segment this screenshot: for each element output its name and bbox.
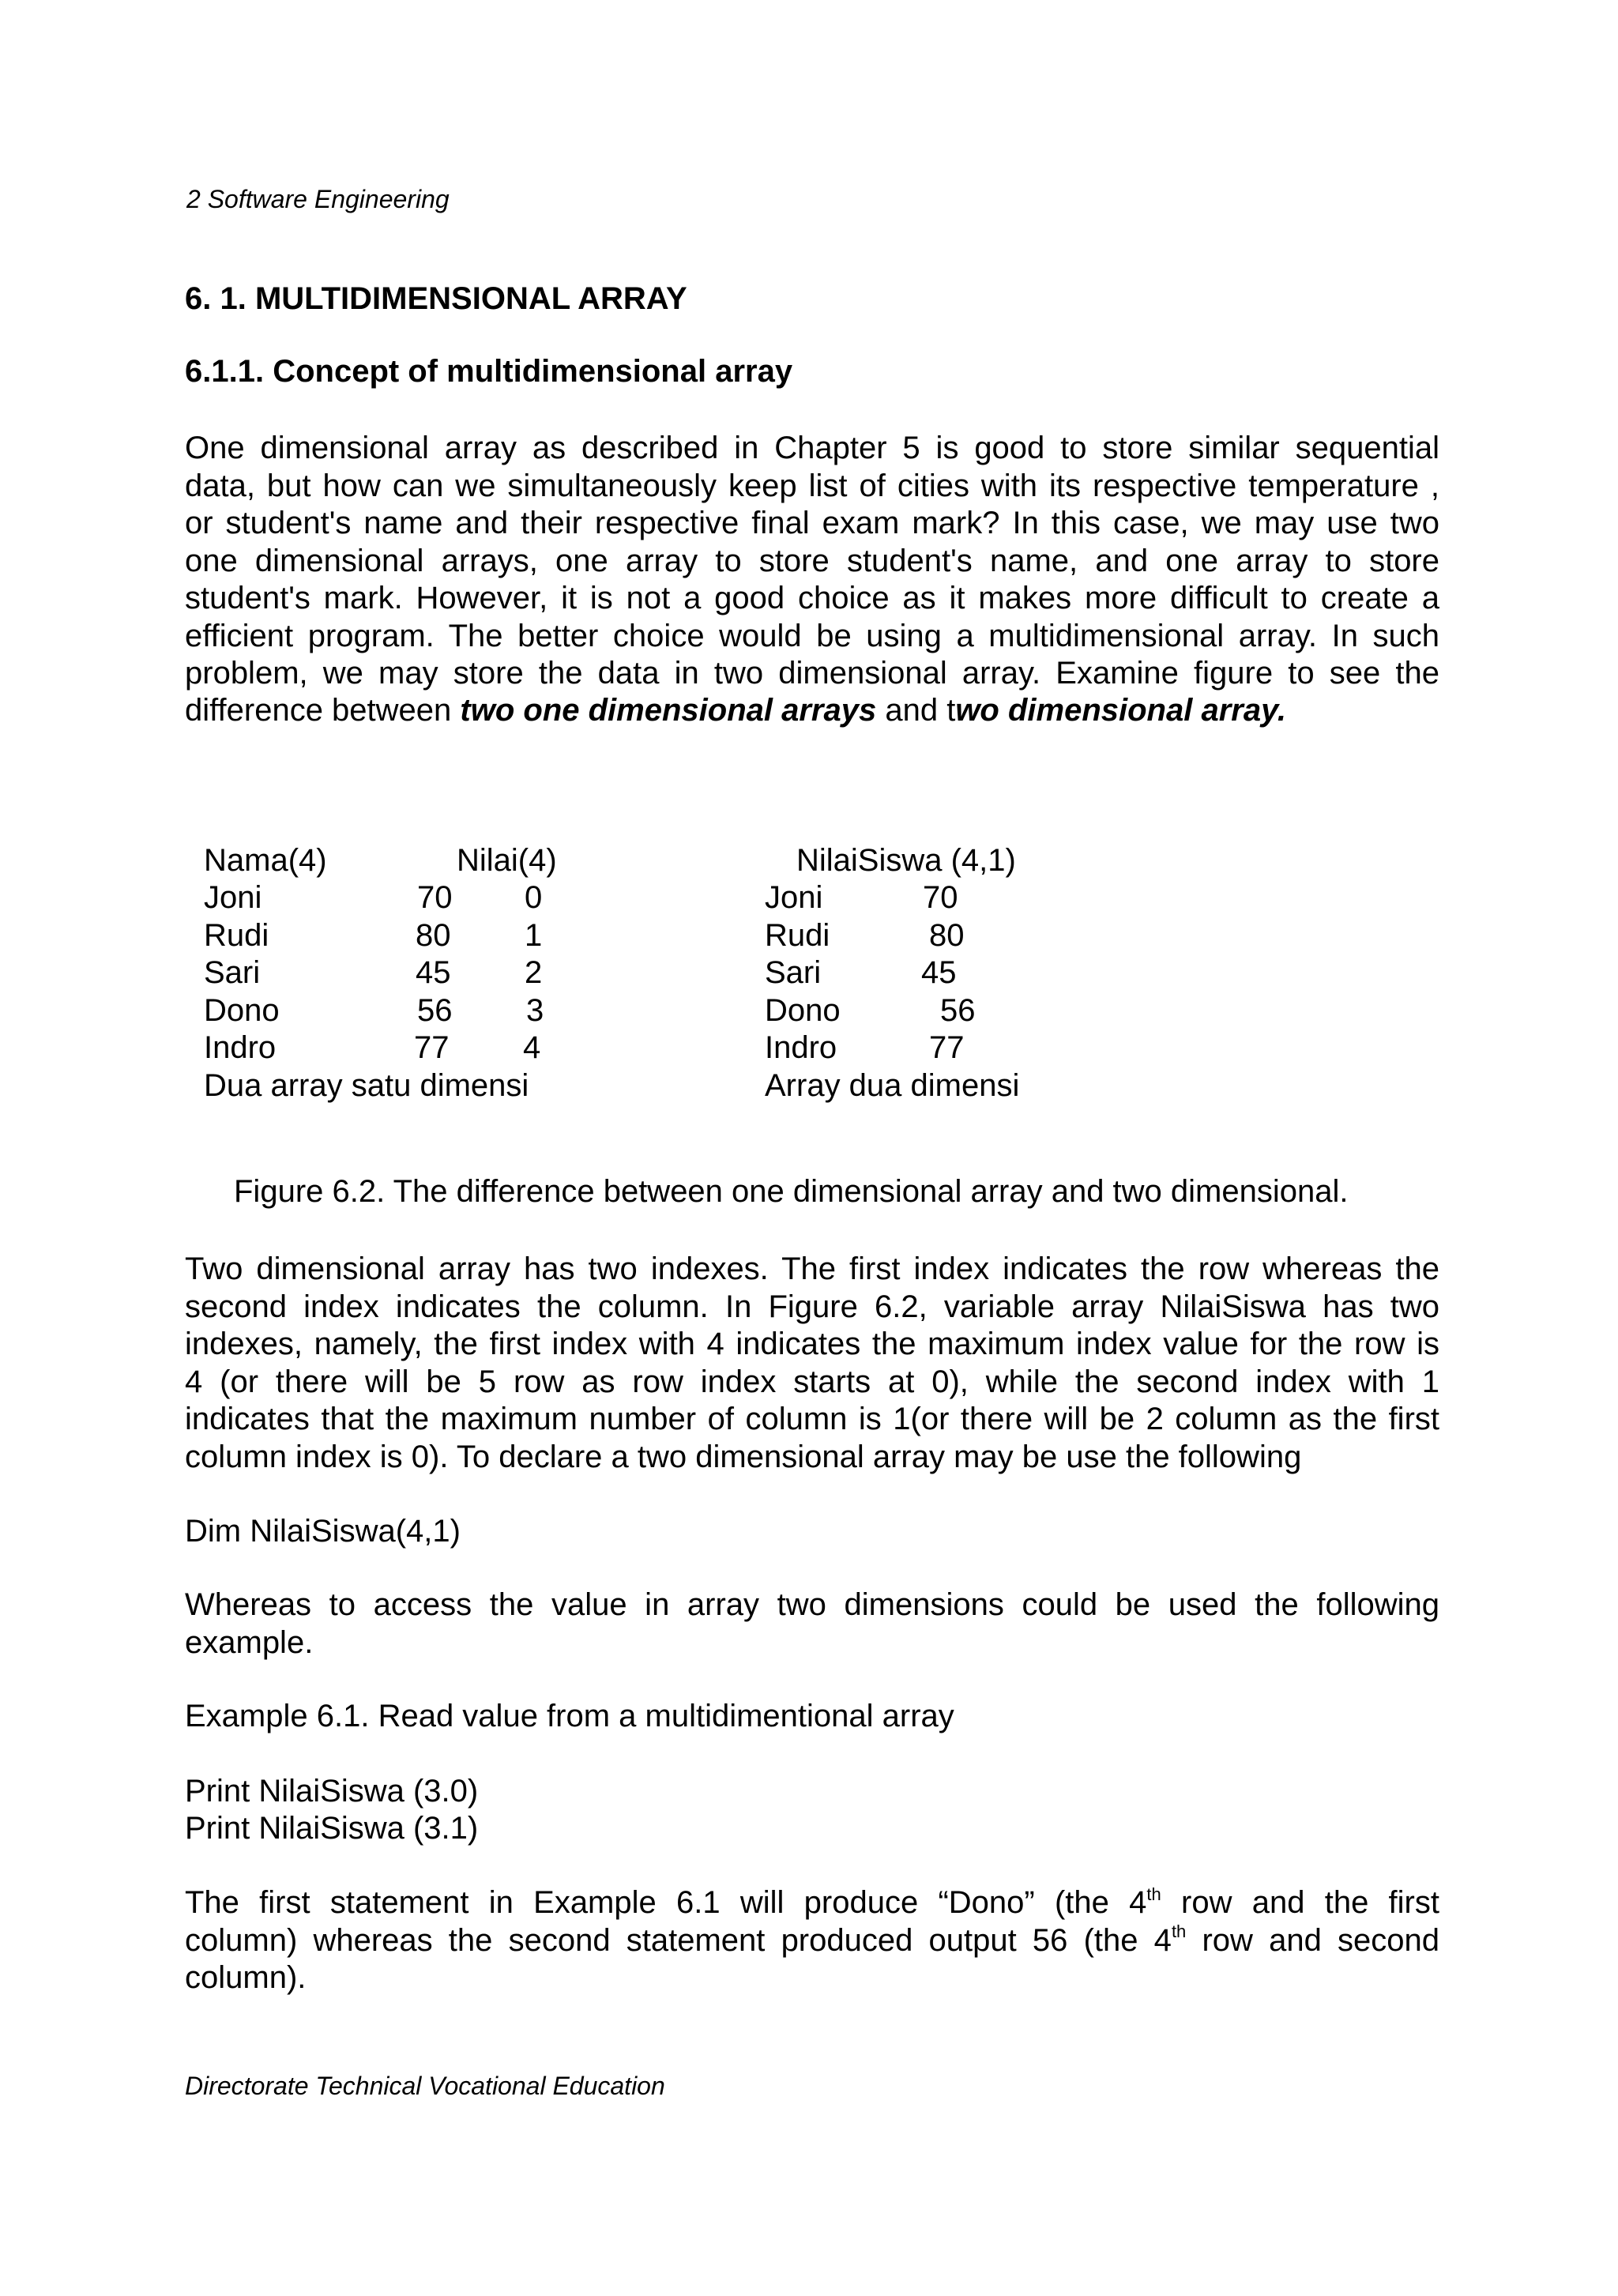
text-span: row and the first [1161,1885,1439,1920]
text-span: The first statement in Example 6.1 will produce “Dono” (the 4 [185,1885,1147,1920]
example-code-line: Print NilaiSiswa (3.1) [185,1811,479,1846]
figure-right-value: 77 [929,1030,965,1065]
figure-right-name: Dono [765,993,841,1028]
text-line: One dimensional array as described in Chapter 5 is good to store similar sequential [185,431,1439,465]
figure-left-value: 80 [416,918,451,953]
figure-left-index: 1 [525,918,543,953]
figure-right-label: Array dua dimensi [765,1068,1020,1103]
text-line: student's mark. However, it is not a good choice as it makes more difficult to create a [185,581,1439,615]
figure-right-value: 45 [921,955,957,990]
figure-left-index: 3 [526,993,544,1028]
text-line: 4 (or there will be 5 row as row index starts at 0), while the second index with 1 [185,1364,1439,1399]
declaration-code: Dim NilaiSiswa(4,1) [185,1514,461,1549]
text-line: one dimensional arrays, one array to store student's name, and one array to store [185,543,1439,578]
text-line: problem, we may store the data in two dimensional array. Examine figure to see the [185,656,1439,691]
text-line [185,1922,1439,1960]
subsection-title: 6.1.1. Concept of multidimensional array [185,354,793,389]
access-paragraph [185,1586,1439,1662]
text-line: data, but how can we simultaneously keep list of cities with its respective temperature , [185,468,1439,503]
figure-left-value: 77 [414,1030,450,1065]
page-footer: Directorate Technical Vocational Education [185,2072,665,2100]
figure-left-value: 56 [417,993,453,1028]
superscript: th [1171,1921,1187,1942]
text-line: column). [185,1960,307,1995]
text-line: Two dimensional array has two indexes. The first index indicates the row whereas the [185,1252,1439,1286]
figure-right-value: 80 [929,918,965,953]
running-header: 2 Software Engineering [186,185,450,213]
emphasis-text: two one dimensional arrays [460,693,877,728]
intro-last-line [185,692,1286,730]
text-line: example. [185,1624,314,1660]
figure-left-name: Dono [204,993,280,1028]
text-line: indicates that the maximum number of column is 1(or there will be 2 column as the first [185,1402,1439,1436]
figure-right-name: Indro [765,1030,837,1065]
example-code-line: Print NilaiSiswa (3.0) [185,1774,479,1809]
figure-caption: Figure 6.2. The difference between one dimensional array and two dimensional. [234,1174,1349,1209]
text-line: or student's name and their respective final exam mark? In this case, we may use two [185,506,1439,540]
figure-right-value: 56 [940,993,976,1028]
figure-left-value: 70 [417,880,453,915]
figure-right-name: Joni [765,880,823,915]
text-span: column) whereas the second statement produced output 56 (the 4 [185,1922,1172,1958]
section-title: 6. 1. MULTIDIMENSIONAL ARRAY [185,281,687,316]
figure-right-name: Sari [765,955,822,990]
figure-header-nilai: Nilai(4) [457,843,557,878]
figure-left-index: 0 [525,880,543,915]
figure-left-index: 2 [525,955,543,990]
text-span: difference between [185,693,461,728]
emphasis-text: wo dimensional array. [955,693,1286,728]
conclusion-paragraph [185,1884,1439,1997]
text-line [185,1884,1439,1922]
example-title: Example 6.1. Read value from a multidimentional array [185,1699,954,1733]
text-line: efficient program. The better choice would be using a multidimensional array. In such [185,618,1439,653]
text-line: second index indicates the column. In Figure 6.2, variable array NilaiSiswa has two [185,1289,1439,1324]
figure-left-name: Joni [204,880,262,915]
figure-left-name: Sari [204,955,261,990]
figure-header-nilaisiswa: NilaiSiswa (4,1) [796,843,1016,878]
text-line: indexes, namely, the first index with 4 indicates the maximum index value for the row is [185,1327,1439,1361]
figure-left-name: Indro [204,1030,277,1065]
intro-paragraph [185,430,1439,693]
figure-left-name: Rudi [204,918,269,953]
text-span: and t [876,693,956,728]
figure-left-index: 4 [523,1030,541,1065]
text-span: row and second [1186,1922,1439,1958]
text-line: Whereas to access the value in array two dimensions could be used the following [185,1587,1439,1622]
figure-header-nama: Nama(4) [204,843,327,878]
figure-left-value: 45 [416,955,451,990]
text-line: column index is 0). To declare a two dimensional array may be use the following [185,1439,1302,1474]
figure-right-name: Rudi [765,918,830,953]
figure-right-value: 70 [923,880,958,915]
explanation-paragraph [185,1251,1439,1476]
superscript: th [1146,1884,1161,1904]
figure-left-label: Dua array satu dimensi [204,1068,529,1103]
